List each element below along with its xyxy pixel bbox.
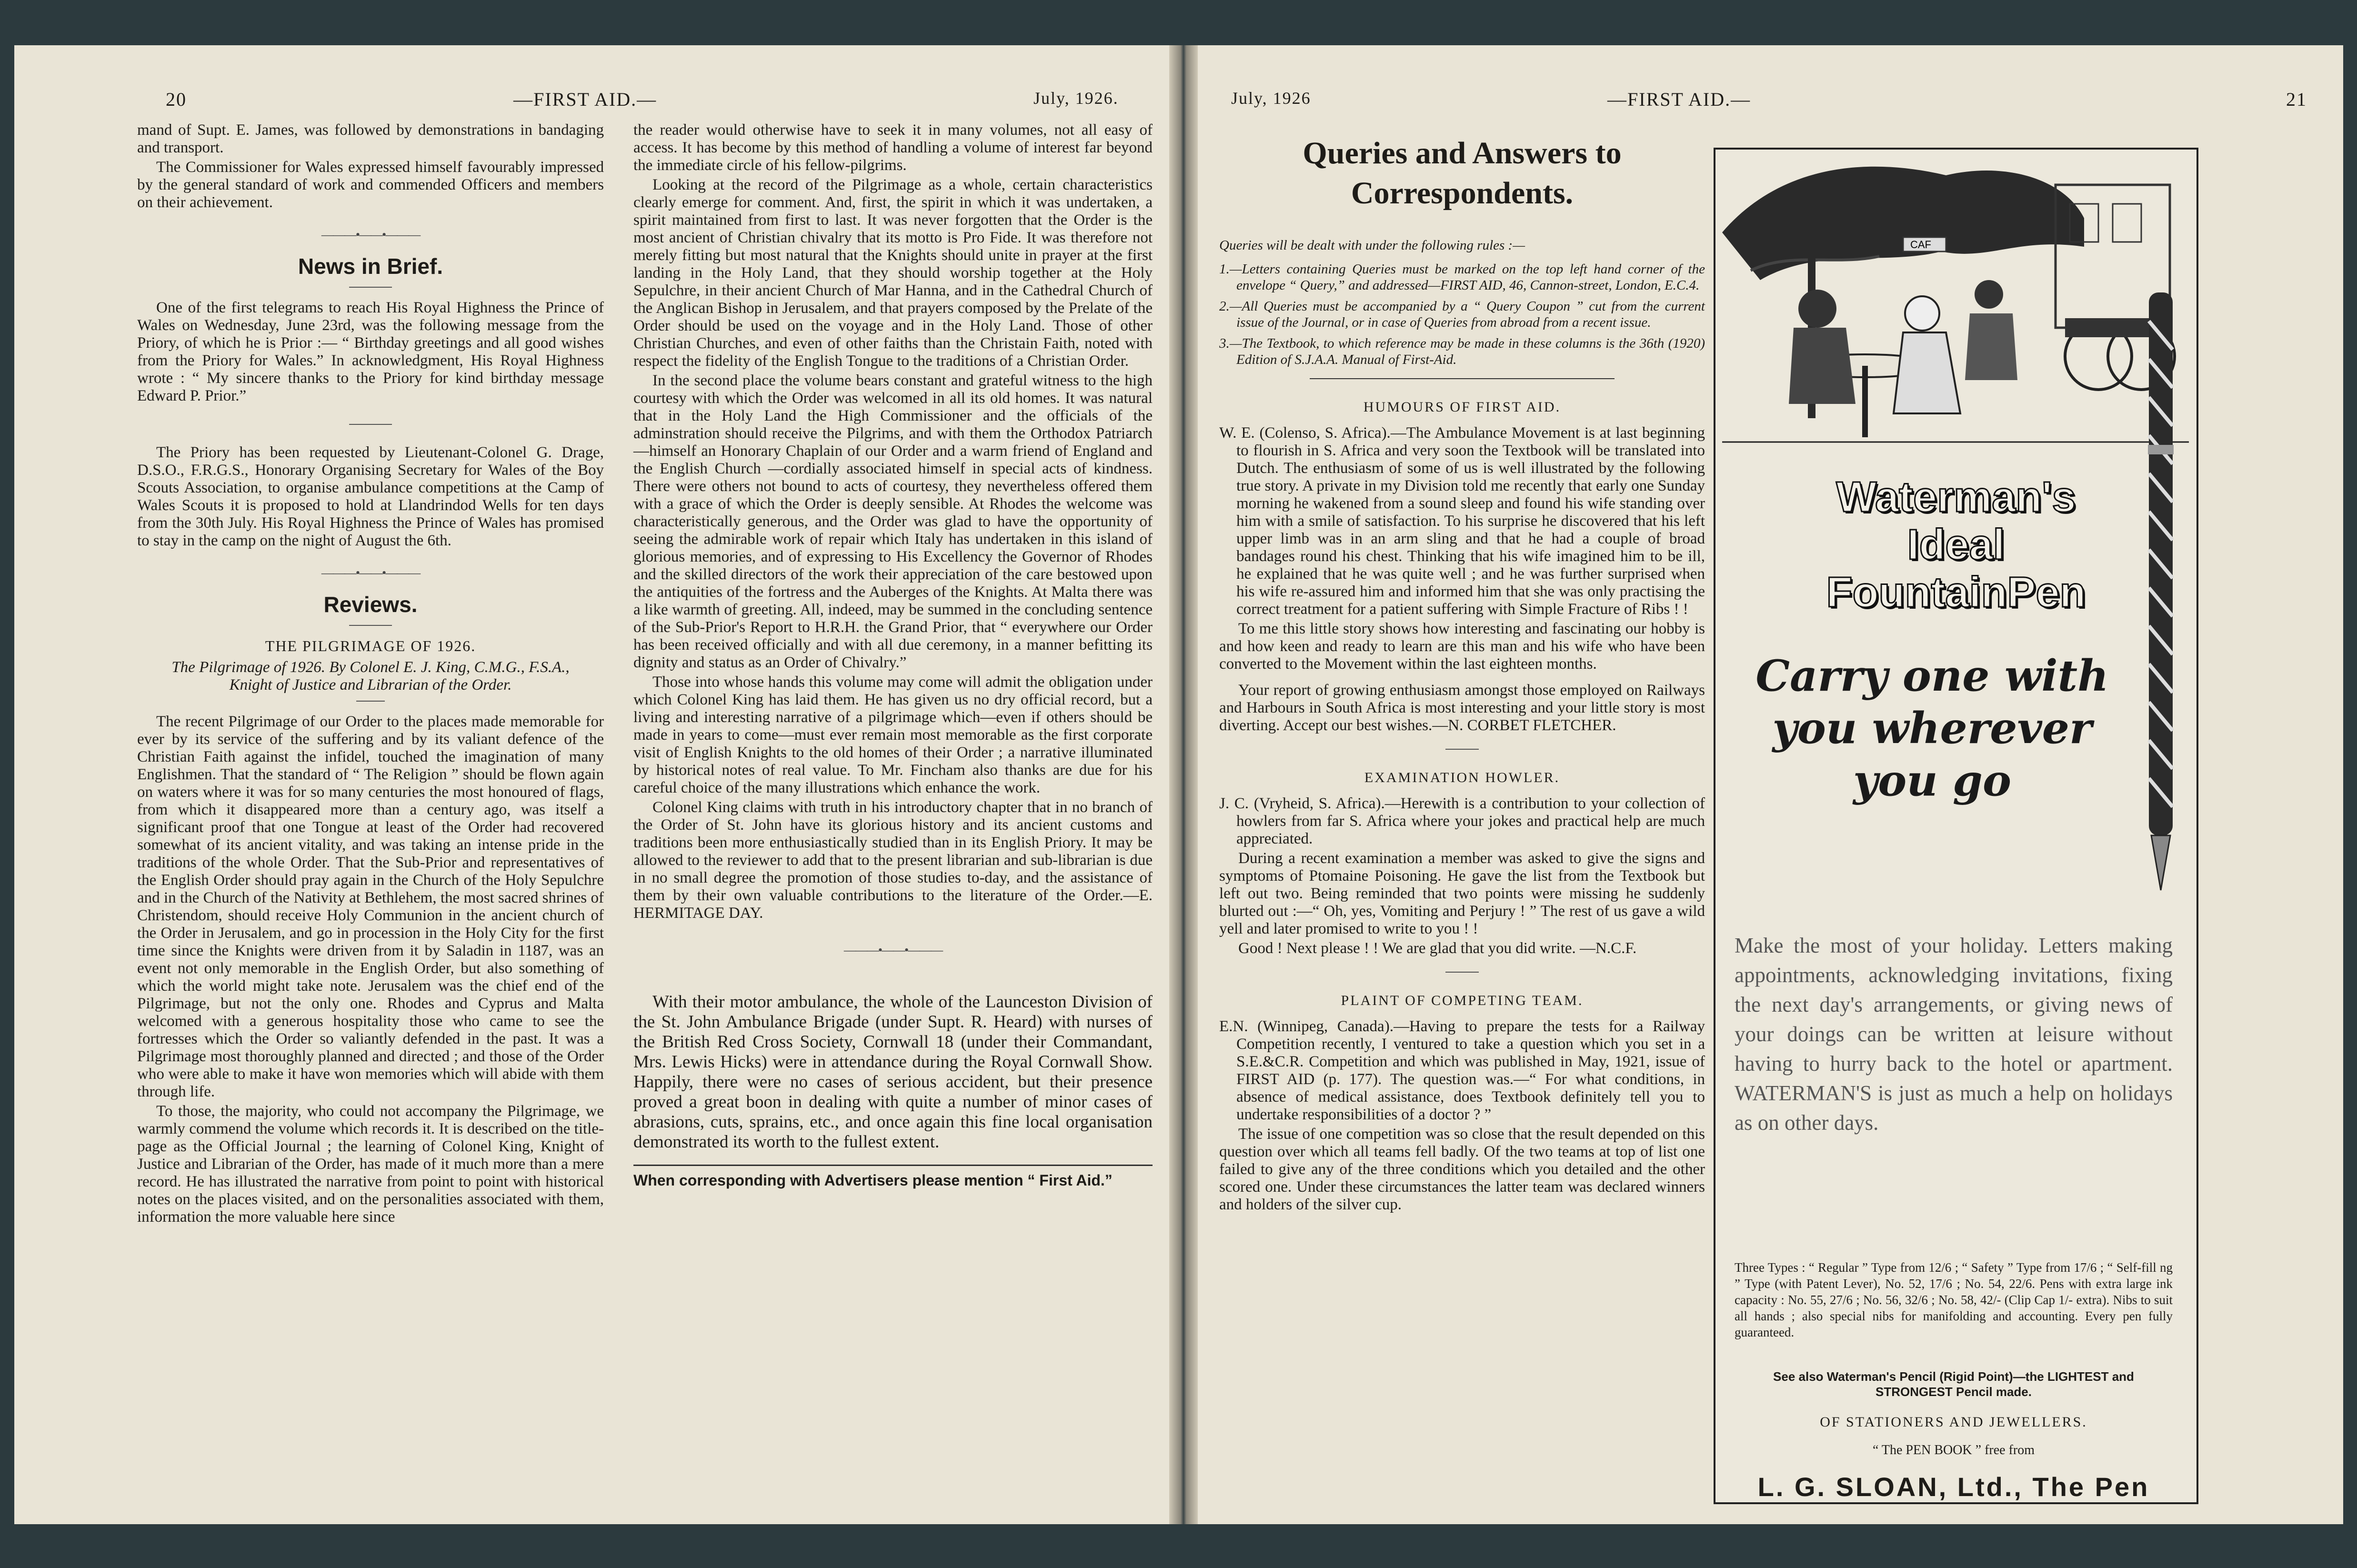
section-heading: PLAINT OF COMPETING TEAM. [1341,993,1584,1008]
ad-stationers: OF STATIONERS AND JEWELLERS. [1820,1414,2087,1430]
review2-p5: Colonel King claims with truth in his introductory chapter that in no branch of the Order of St. John have its glorious history and its ancient customs and traditions been more enthusiastically studied than in its English Priory. It may be allowed to the reviewer to add that to the present librarian and sub-librarian is due in no small degree the promotion of those studies to-day, and the assistance of them by their own valuable contributions to the literature of the Order.—E. HERMITAGE DAY. [633,799,1153,922]
section-heading: HUMOURS OF FIRST AID. [1363,399,1561,415]
running-title-right: —FIRST AID.— [1607,89,1751,110]
ornament: ———•——•——— [321,228,420,241]
ad-pen-types: Three Types : “ Regular ” Type from 12/6 ; “ Safety ” Type from 17/6 ; “ Self-fill ng ” Type (with Patent Lever), No. 52, 17/6 ; No. 54, 22/6. Pens with extra large ink capacity : No. 55, 27/6 ; No. 56, 32/6 ; No. 58, 42/- (Clip Cap 1/- extra). Nibs to suit all hands ; also special nibs for manifolding and accounting. Every pen fully guaranteed. [1735,1260,2173,1339]
reviews-heading: Reviews. [323,592,418,617]
rule [1445,749,1479,750]
review-p1: The recent Pilgrimage of our Order to the places made memorable for ever by its service of the suffering and by its valiant defence of the Christian Faith against the infidel, touched the imagination of many Englishmen. That the standard of “ The Religion ” should be flown again on waters where it was for so many centuries the most honoured of flags, from which it disappeared more than a century ago, was itself a significant proof that one Tongue at least of the Order had recovered somewhat of its ancient vitality, and was taking an intense pride in the traditions of the whole Order. That the Sub-Prior and representatives of the English Order should pray again in the Church of the Holy Sepulchre and in the Church of the Nativity at Bethlehem, the most sacred shrines of Christendom, should receive Holy Communion in the ancient church of the Order in Jerusalem, and go in procession in the Holy City for the first time since the Knights were driven from it by Saladin in 1187, was an event not only memorable in the English Order, but also something of which the world might take note. Jerusalem was the chief end of the Pilgrimage, but not the only one. Rhodes and Cyprus and Malta welcomed with a generous hospitality those who came to see the fortresses which the Order so valiantly defended in the past. It was a Pilgrimage most thoroughly planned and directed ; and those of the Order who were able to make it have won memories which will abide with them through life. [137,713,604,1100]
waterman-advertisement [1714,148,2198,1504]
brand-line: Waterman's [1836,473,2076,521]
rule-2: 2.—All Queries must be accompanied by a “ Query Coupon ” cut from the current issue of the Journal, or in case of Queries from abroad from a recent issue. [1219,299,1705,330]
review-title: THE PILGRIMAGE OF 1926. [265,637,476,654]
ad-pencil-note: See also Waterman's Pencil (Rigid Point)—the LIGHTEST and STRONGEST Pencil made. [1773,1369,2134,1399]
review2-p2: Looking at the record of the Pilgrimage as a whole, certain characteristics clearly emerge for comment. And, first, the spirit in which it was undertaken, a spirit maintained from first to last. It was never forgotten that the Order is the most ancient of Christian chivalry that its motto is Pro Fide. It was therefore not merely fitting but most natural that the Knights should unite in prayer at the first landing in the Holy Land, that they should worship together at the Holy Sepulchre, in their ancient Church of Mar Hanna, and in the Cathedral Church of the Anglican Bishop in Jerusalem, and that prayers composed by the Prelate of the Order should be used on the voyage and in the Holy Land. Those of other Christian Churches, and even of other faiths than the Christain Faith, noted with respect the fidelity of the English Tongue to the traditions of a Christian Order. [633,176,1153,370]
news-heading: News in Brief. [298,254,443,279]
paragraph: Your report of growing enthusiasm amongst those employed on Railways and Harbours in South Africa is most interesting and your little story is most diverting. Accept our best wishes.—N. CORBET FLETCHER. [1219,682,1705,734]
divider [1310,378,1615,379]
paragraph: W. E. (Colenso, S. Africa).—The Ambulance Movement is at last beginning to flourish in S. Africa and very soon the Textbook will be translated into Dutch. The enthusiasm of some of us is well illustrated by the following true story. A private in my Division told me recently that early one Sunday morning he wakened from a sound sleep and found his wife standing over him with a smile of satisfaction. To his surprise he discovered that his left upper limb was in an arm sling and that he had a couple of broad bandages round his chest. Thinking that his wife imagined him to be ill, he explained that he was quite well ; and he was further surprised when his wife re-assured him and informed him that she was only practising the correct treatment for a patient suffering with Simple Fracture of Ribs ! ! [1219,424,1705,618]
queries-column [1219,129,1705,1216]
brand-line: FountainPen [1826,569,2086,616]
review2-p3: In the second place the volume bears constant and grateful witness to the high courtesy with which the Order was welcomed in all its old homes. It was natural that in the Holy Land the High Commissioner and the officials of the adminstration should receive the Pilgrims, and with them the Orthodox Patriarch—himself an Honorary Chaplain of our Order and a warm friend of England and the English Church —cordially associated himself in special acts of kindness. There were others not bound to acts of courtesy, they nevertheless offered them with a grace of which the Order is deeply sensible. At Rhodes the welcome was characteristically generous, and the Order was glad to have the opportunity of seeing the admirable work of repair which Italy has undertaken in this island of glorious memories, and of expressing to His Excellency the Governor of Rhodes and the skilled directors of the work their appreciation of the care bestowed upon the antiquities of the fortress and the Auberges of the Knights. At Malta there was a like warmth of greeting. All, indeed, may be summed in the concluding sentence of the Sub-Prior's Report to H.R.H. the Grand Prior, that “ everywhere our Order has been received officially and with all due ceremony, in a manner befitting its dignity and status as an Order of Chivalry.” [633,372,1153,671]
brand-line: Ideal [1907,521,2005,569]
rules-intro: Queries will be dealt with under the following rules :— [1219,238,1525,253]
paragraph: J. C. (Vryheid, S. Africa).—Herewith is a contribution to your collection of howlers from far S. Africa where your jokes and practical help are much appreciated. [1219,795,1705,847]
ad-seller: L. G. SLOAN, Ltd., The Pen [1757,1472,2150,1502]
page-number-right: 21 [2286,89,2307,110]
paragraph: Good ! Next please ! ! We are glad that you did write. —N.C.F. [1238,940,1637,957]
section-body [1219,795,1705,848]
book-gutter [1169,45,1198,1524]
section-body [1219,1018,1705,1124]
ornament: ———•——•——— [321,566,420,580]
review2-p1: the reader would otherwise have to seek it in many volumes, not all easy of access. It has become by this method of handling a volume of interest far beyond the immediate circle of his fellow-pilgrims. [633,121,1153,174]
review2-p4: Those into whose hands this volume may come will admit the obligation under which Colonel King has laid them. He has given us no dry official record, but a living and interesting narrative of a pilgrimage which—even if others should be made in years to come—must ever remain most memorable as the first corporate visit of English Knights to the old homes of their Order ; a narrative illuminated by historical notes of real value. To Mr. Fincham also thanks are due for his careful choice of the many illustrations which enhance the work. [633,673,1153,796]
page-number-left: 20 [166,89,187,110]
paragraph: E.N. (Winnipeg, Canada).—Having to prepare the tests for a Railway Competition recently, I ventured to take a question which you set in a S.E.&C.R. Competition and which was published in May, 1921, issue of FIRST AID (p. 177). The question was.—“ For what conditions, in absence of medical assistance, does Textbook definitely tell you to undertake responsibilities of a doctor ? ” [1219,1018,1705,1123]
intro-p1: mand of Supt. E. James, was followed by demonstrations in bandaging and transport. [137,121,604,156]
ad-slogan: Carry one with you wherever you go [1755,651,2109,806]
rule [356,701,385,702]
left-column-2 [633,121,1153,1189]
news-p2: The Priory has been requested by Lieutenant-Colonel G. Drage, D.S.O., F.R.G.S., Honorary Organising Secretary for Wales of the Boy Scouts Association, to organise ambulance competitions at the Camp of Wales Scouts it is proposed to hold at Llandrindod Wells for ten days from the 30th July. His Royal Highness the Prince of Wales has promised to stay in the camp on the night of August the 6th. [137,444,604,549]
left-page [14,45,1169,1524]
rule [349,625,392,626]
left-column-1 [137,121,604,1228]
queries-title: Queries and Answers to Correspondents. [1303,136,1622,211]
svg-text:CAF: CAF [1910,239,1931,251]
ad-pen-book: “ The PEN BOOK ” free from [1872,1443,2035,1457]
brand-name [1735,473,2177,616]
rule [1445,972,1479,973]
rule [349,287,392,288]
date-right: July, 1926 [1231,89,1311,108]
paragraph: The issue of one competition was so close that the result depended on this question over which all teams fell badly. Of the two teams at top of list one failed to give any of the three conditions which you detailed and the other scored one. Under these circumstances the latter team was declared winners and holders of the silver cup. [1219,1126,1705,1213]
rules-list [1219,261,1705,368]
advertisers-notice: When corresponding with Advertisers please mention “ First Aid.” [633,1165,1153,1189]
rule-1: 1.—Letters containing Queries must be marked on the top left hand corner of the envelope “ Query,” and addressed—FIRST AID, 46, Cannon-street, London, E.C.4. [1219,261,1705,293]
paragraph: During a recent examination a member was asked to give the signs and symptoms of Ptomaine Poisoning. He gave the list from the Textbook but left out two. Being reminded that two points were missing he suddenly blurted out :—“ Oh, yes, Vomiting and Perjury ! ” The rest of us gave a wild yell and later promised to write to you ! ! [1219,850,1705,937]
cafe-illustration [1722,156,2189,452]
running-title-left: —FIRST AID.— [513,89,657,110]
date-left: July, 1926. [1033,89,1119,108]
paragraph: To me this little story shows how interesting and fascinating our hobby is and how keen and ready to learn are this man and his wife who have been converted to the Movement within the last eighteen months. [1219,620,1705,673]
section-body [1219,424,1705,618]
news-p1: One of the first telegrams to reach His Royal Highness the Prince of Wales on Wednesday, June 23rd, was the following message from the Priory, of which he is Prior :— “ Birthday greetings and all good wishes from the Priory for Wales.” In acknowledgment, His Royal Highness wrote : “ My sincere thanks to the Priory for kind birthday message Edward P. Prior.” [137,299,604,404]
intro-p2: The Commissioner for Wales expressed himself favourably impressed by the general standard of work and commended Officers and members on their achievement. [137,159,604,211]
review-p2: To those, the majority, who could not accompany the Pilgrimage, we warmly commend the volume which records it. It is described on the title-page as the Official Journal ; the learning of Colonel King, Knight of Justice and Librarian of the Order, has made of it much more than a mere record. He has illustrated the narrative from point to point with historical notes on the places visited, and on the personalities associated with them, information the more valuable here since [137,1103,604,1226]
rule-3: 3.—The Textbook, to which reference may be made in these columns is the 36th (1920) Edition of S.J.A.A. Manual of First-Aid. [1219,336,1705,367]
ad-body: Make the most of your holiday. Letters making appointments, acknowledging invitations, fixing the next day's arrangements, or giving news of your doings can be written at leisure without having to hurry back to the hotel or apartment. WATERMAN'S is just as much a help on holidays as on other days. [1735,934,2173,1135]
section-heading: EXAMINATION HOWLER. [1364,770,1560,785]
review-byline: The Pilgrimage of 1926. By Colonel E. J. King, C.M.G., F.S.A., Knight of Justice and Librarian of the Order. [171,659,570,694]
ornament: ———•——•——— [843,943,943,957]
rule [349,424,392,425]
launceston-paragraph: With their motor ambulance, the whole of the Launceston Division of the St. John Ambulance Brigade (under Supt. R. Heard) with nurses of the British Red Cross Society, Cornwall 18 (under their Commandant, Mrs. Lewis Hicks) were in attendance during the Royal Cornwall Show. Happily, there were no cases of serious accident, but their presence proved a great boon in dealing with quite a number of minor cases of abrasions, cuts, sprains, etc., and once again this fine local organisation demonstrated its worth to the fullest extent. [633,992,1153,1152]
